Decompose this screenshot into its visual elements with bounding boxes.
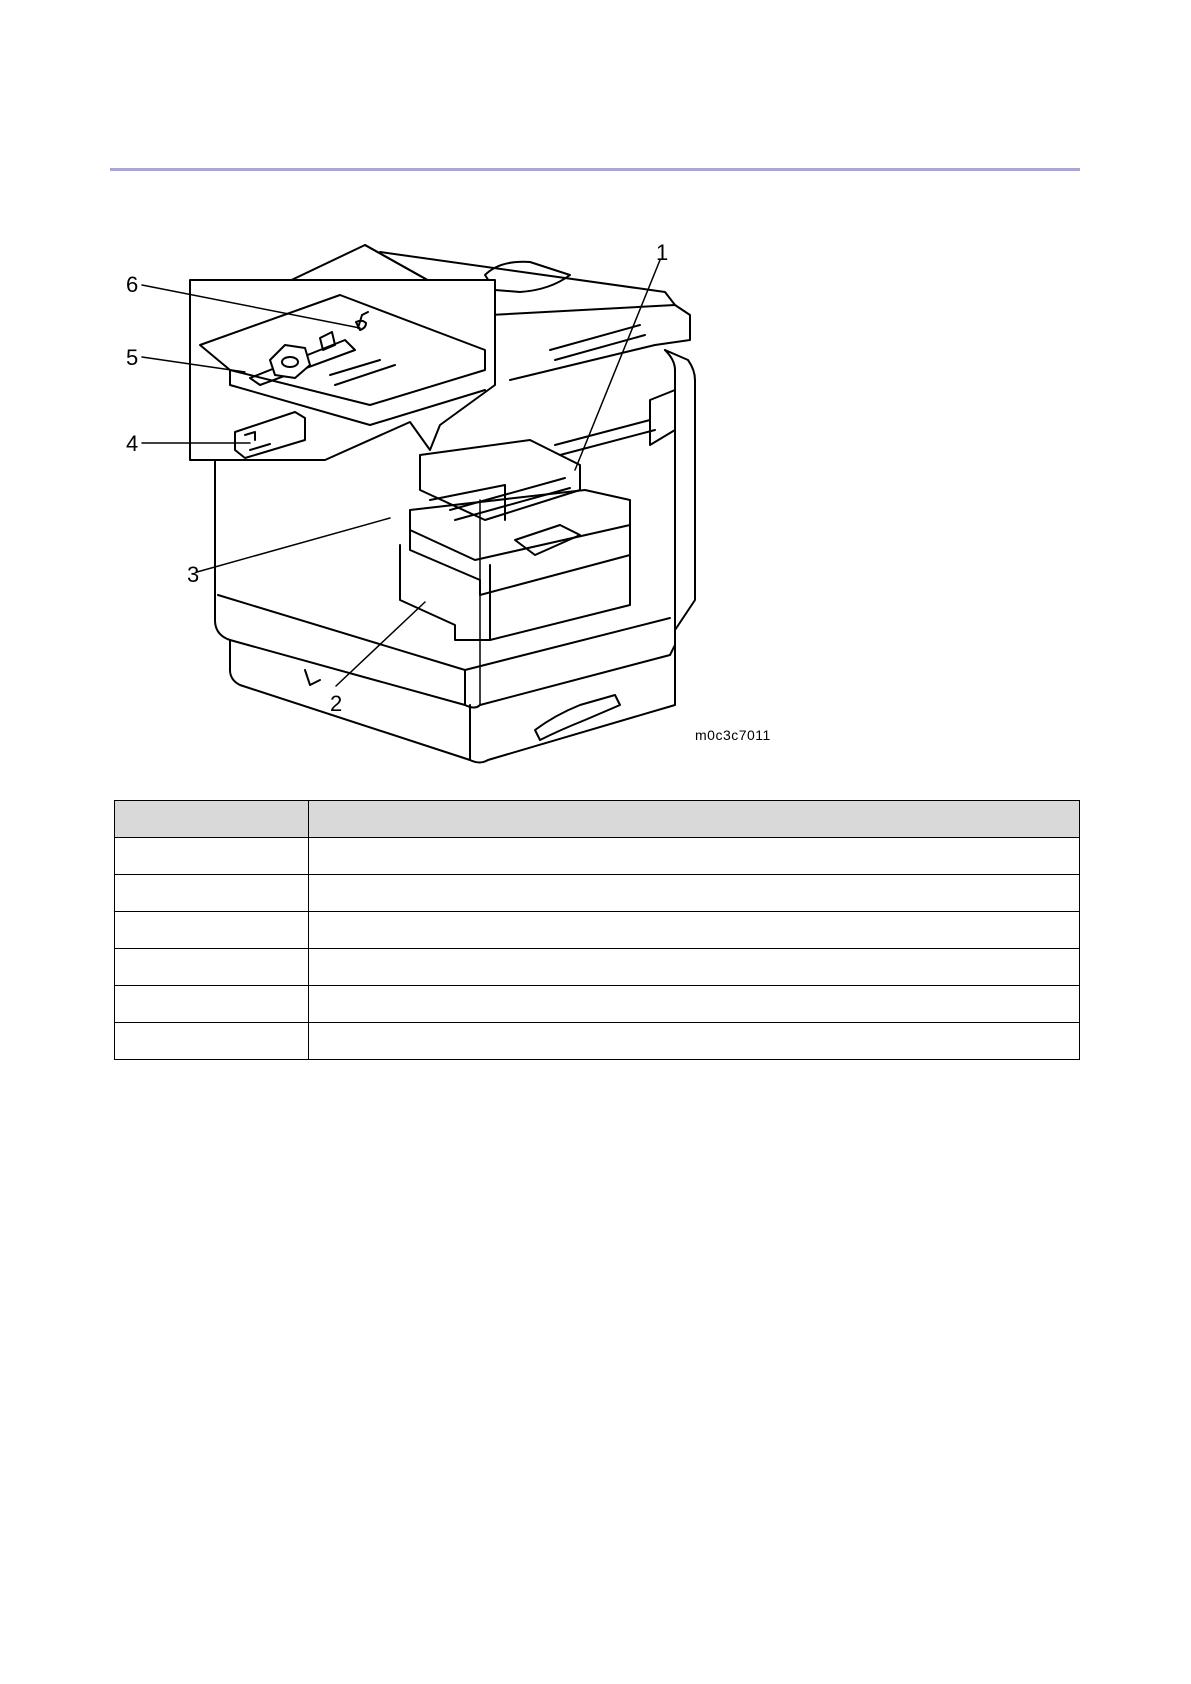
table-row <box>115 912 1080 949</box>
table-row <box>115 1023 1080 1060</box>
table-cell <box>115 838 309 875</box>
callout-4: 4 <box>126 431 139 456</box>
callout-6: 6 <box>126 272 139 297</box>
table-row <box>115 986 1080 1023</box>
table-cell <box>115 1023 309 1060</box>
section-divider <box>110 168 1080 171</box>
table-cell <box>115 949 309 986</box>
table-cell <box>309 912 1080 949</box>
callout-2: 2 <box>330 691 343 716</box>
table-cell <box>309 875 1080 912</box>
header-cell-description <box>309 801 1080 838</box>
callout-1: 1 <box>656 240 669 265</box>
table-cell <box>309 949 1080 986</box>
table-cell <box>309 838 1080 875</box>
table-cell <box>115 875 309 912</box>
table-header-row <box>115 801 1080 838</box>
table-row <box>115 838 1080 875</box>
table-cell <box>309 1023 1080 1060</box>
table-row <box>115 875 1080 912</box>
table-row <box>115 949 1080 986</box>
table-cell <box>115 912 309 949</box>
cartridge-area <box>400 440 630 640</box>
callout-5: 5 <box>126 345 139 370</box>
figure-id: m0c3c7011 <box>695 727 771 743</box>
printer-parts-diagram <box>110 200 790 775</box>
table-cell <box>115 986 309 1023</box>
table-cell <box>309 986 1080 1023</box>
callout-3: 3 <box>187 562 200 587</box>
parts-table <box>114 800 1080 1060</box>
header-cell-no <box>115 801 309 838</box>
